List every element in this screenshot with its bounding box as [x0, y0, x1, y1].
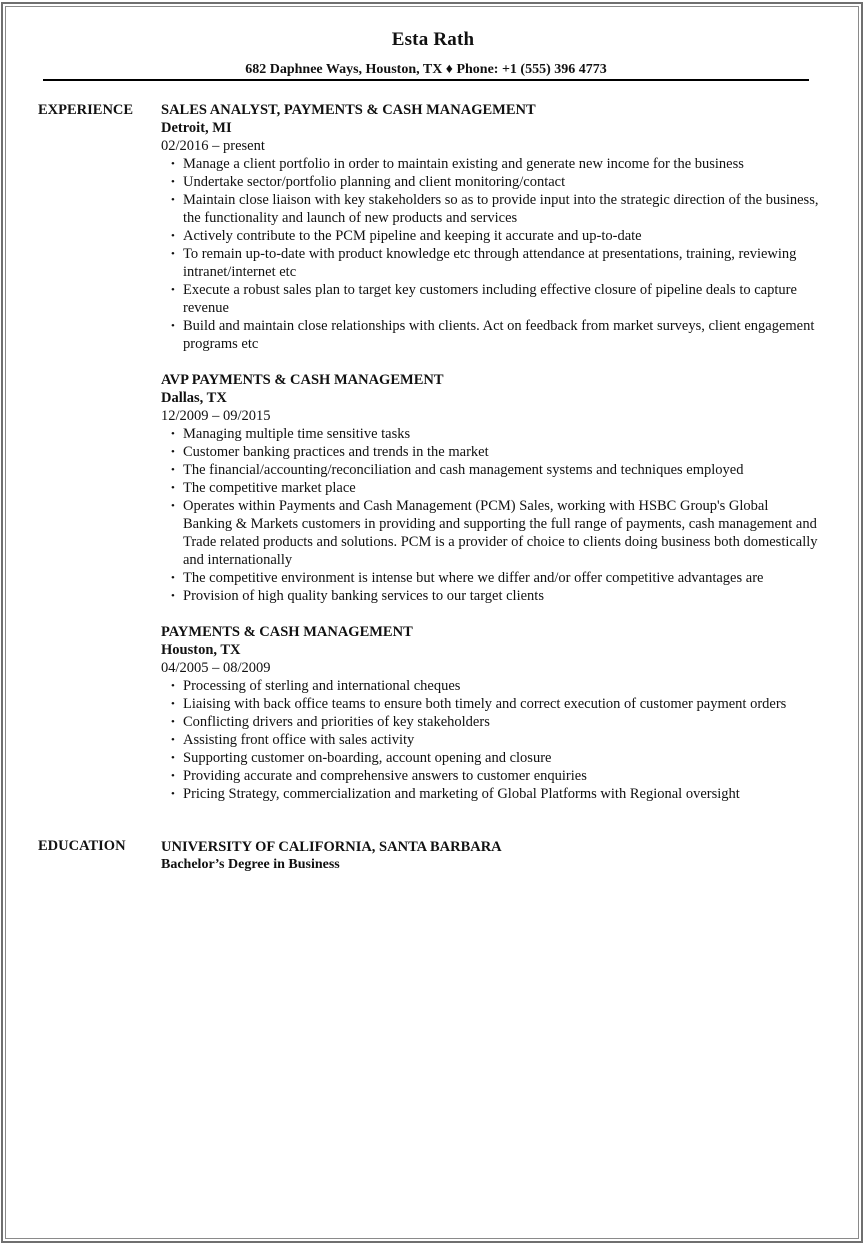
bullet-icon: •	[171, 770, 175, 782]
list-item	[161, 479, 821, 497]
candidate-name: Esta Rath	[391, 29, 475, 50]
contact-line: 682 Daphnee Ways, Houston, TX ♦ Phone: +1 (555) 396 4773	[245, 62, 607, 77]
bullet-text: Supporting customer on-boarding, account opening and closure	[183, 750, 552, 766]
bullet-icon: •	[171, 698, 175, 710]
list-item	[161, 731, 821, 749]
job-bullets	[161, 425, 821, 605]
list-item	[161, 497, 821, 569]
list-item	[161, 713, 821, 731]
bullet-text: Build and maintain close relationships with clients. Act on feedback from market surveys, client engagement programs etc	[183, 318, 815, 352]
bullet-icon: •	[171, 734, 175, 746]
bullet-icon: •	[171, 788, 175, 800]
bullet-icon: •	[171, 320, 175, 332]
bullet-text: Pricing Strategy, commercialization and marketing of Global Platforms with Regional oversight	[183, 786, 740, 802]
list-item	[161, 569, 821, 587]
bullet-icon: •	[171, 482, 175, 494]
job-dates: 12/2009 – 09/2015	[161, 408, 271, 424]
list-item	[161, 587, 821, 605]
bullet-icon: •	[171, 500, 175, 512]
bullet-icon: •	[171, 716, 175, 728]
job-entry	[161, 101, 821, 353]
bullet-text: The financial/accounting/reconciliation and cash management systems and techniques employed	[183, 462, 744, 478]
list-item	[161, 695, 821, 713]
bullet-text: Actively contribute to the PCM pipeline and keeping it accurate and up-to-date	[183, 228, 642, 244]
bullet-text: Operates within Payments and Cash Management (PCM) Sales, working with HSBC Group's Global Banking & Markets customers in providing and supporting the full range of payments, cash management and Trade related products and solutions. PCM is a provider of choice to clients doing business both domestically and internationally	[183, 498, 818, 568]
education-section	[161, 838, 821, 874]
bullet-icon: •	[171, 464, 175, 476]
bullet-icon: •	[171, 446, 175, 458]
bullet-icon: •	[171, 284, 175, 296]
bullet-icon: •	[171, 572, 175, 584]
bullet-text: Provision of high quality banking services to our target clients	[183, 588, 544, 604]
bullet-icon: •	[171, 158, 175, 170]
list-item	[161, 749, 821, 767]
section-label-education: EDUCATION	[38, 838, 126, 854]
bullet-icon: •	[171, 248, 175, 260]
header-divider	[43, 79, 809, 81]
bullet-icon: •	[171, 230, 175, 242]
job-title: SALES ANALYST, PAYMENTS & CASH MANAGEMENT	[161, 102, 536, 118]
job-location: Dallas, TX	[161, 390, 227, 406]
bullet-icon: •	[171, 590, 175, 602]
bullet-text: Processing of sterling and international cheques	[183, 678, 461, 694]
list-item	[161, 281, 821, 317]
job-location: Houston, TX	[161, 642, 241, 658]
list-item	[161, 317, 821, 353]
school-name: UNIVERSITY OF CALIFORNIA, SANTA BARBARA	[161, 839, 502, 855]
bullet-text: Customer banking practices and trends in the market	[183, 444, 489, 460]
bullet-text: The competitive environment is intense but where we differ and/or offer competitive advantages are	[183, 570, 764, 586]
experience-section	[161, 101, 821, 821]
list-item	[161, 155, 821, 173]
bullet-text: Liaising with back office teams to ensure both timely and correct execution of customer payment orders	[183, 696, 787, 712]
bullet-icon: •	[171, 428, 175, 440]
bullet-text: To remain up-to-date with product knowledge etc through attendance at presentations, training, reviewing intranet/internet etc	[183, 246, 797, 280]
bullet-text: Execute a robust sales plan to target key customers including effective closure of pipeline deals to capture revenue	[183, 282, 797, 316]
bullet-text: Assisting front office with sales activity	[183, 732, 415, 748]
list-item	[161, 191, 821, 227]
job-bullets	[161, 677, 821, 803]
section-label-experience: EXPERIENCE	[38, 102, 134, 118]
job-dates: 02/2016 – present	[161, 138, 265, 154]
job-bullets	[161, 155, 821, 353]
bullet-icon: •	[171, 680, 175, 692]
job-dates: 04/2005 – 08/2009	[161, 660, 271, 676]
bullet-icon: •	[171, 176, 175, 188]
bullet-text: Managing multiple time sensitive tasks	[183, 426, 411, 442]
list-item	[161, 227, 821, 245]
list-item	[161, 173, 821, 191]
job-location: Detroit, MI	[161, 120, 232, 136]
job-title: AVP PAYMENTS & CASH MANAGEMENT	[161, 372, 444, 388]
bullet-icon: •	[171, 752, 175, 764]
bullet-text: Maintain close liaison with key stakeholders so as to provide input into the strategic direction of the business, the functionality and launch of new products and services	[183, 192, 819, 226]
job-title: PAYMENTS & CASH MANAGEMENT	[161, 624, 413, 640]
list-item	[161, 677, 821, 695]
bullet-text: Manage a client portfolio in order to maintain existing and generate new income for the business	[183, 156, 744, 172]
job-entry	[161, 371, 821, 605]
list-item	[161, 425, 821, 443]
list-item	[161, 461, 821, 479]
bullet-icon: •	[171, 194, 175, 206]
list-item	[161, 767, 821, 785]
bullet-text: The competitive market place	[183, 480, 356, 496]
degree: Bachelor’s Degree in Business	[161, 857, 340, 872]
bullet-text: Conflicting drivers and priorities of key stakeholders	[183, 714, 490, 730]
bullet-text: Undertake sector/portfolio planning and client monitoring/contact	[183, 174, 566, 190]
job-entry	[161, 623, 821, 803]
list-item	[161, 443, 821, 461]
list-item	[161, 245, 821, 281]
list-item	[161, 785, 821, 803]
bullet-text: Providing accurate and comprehensive answers to customer enquiries	[183, 768, 587, 784]
